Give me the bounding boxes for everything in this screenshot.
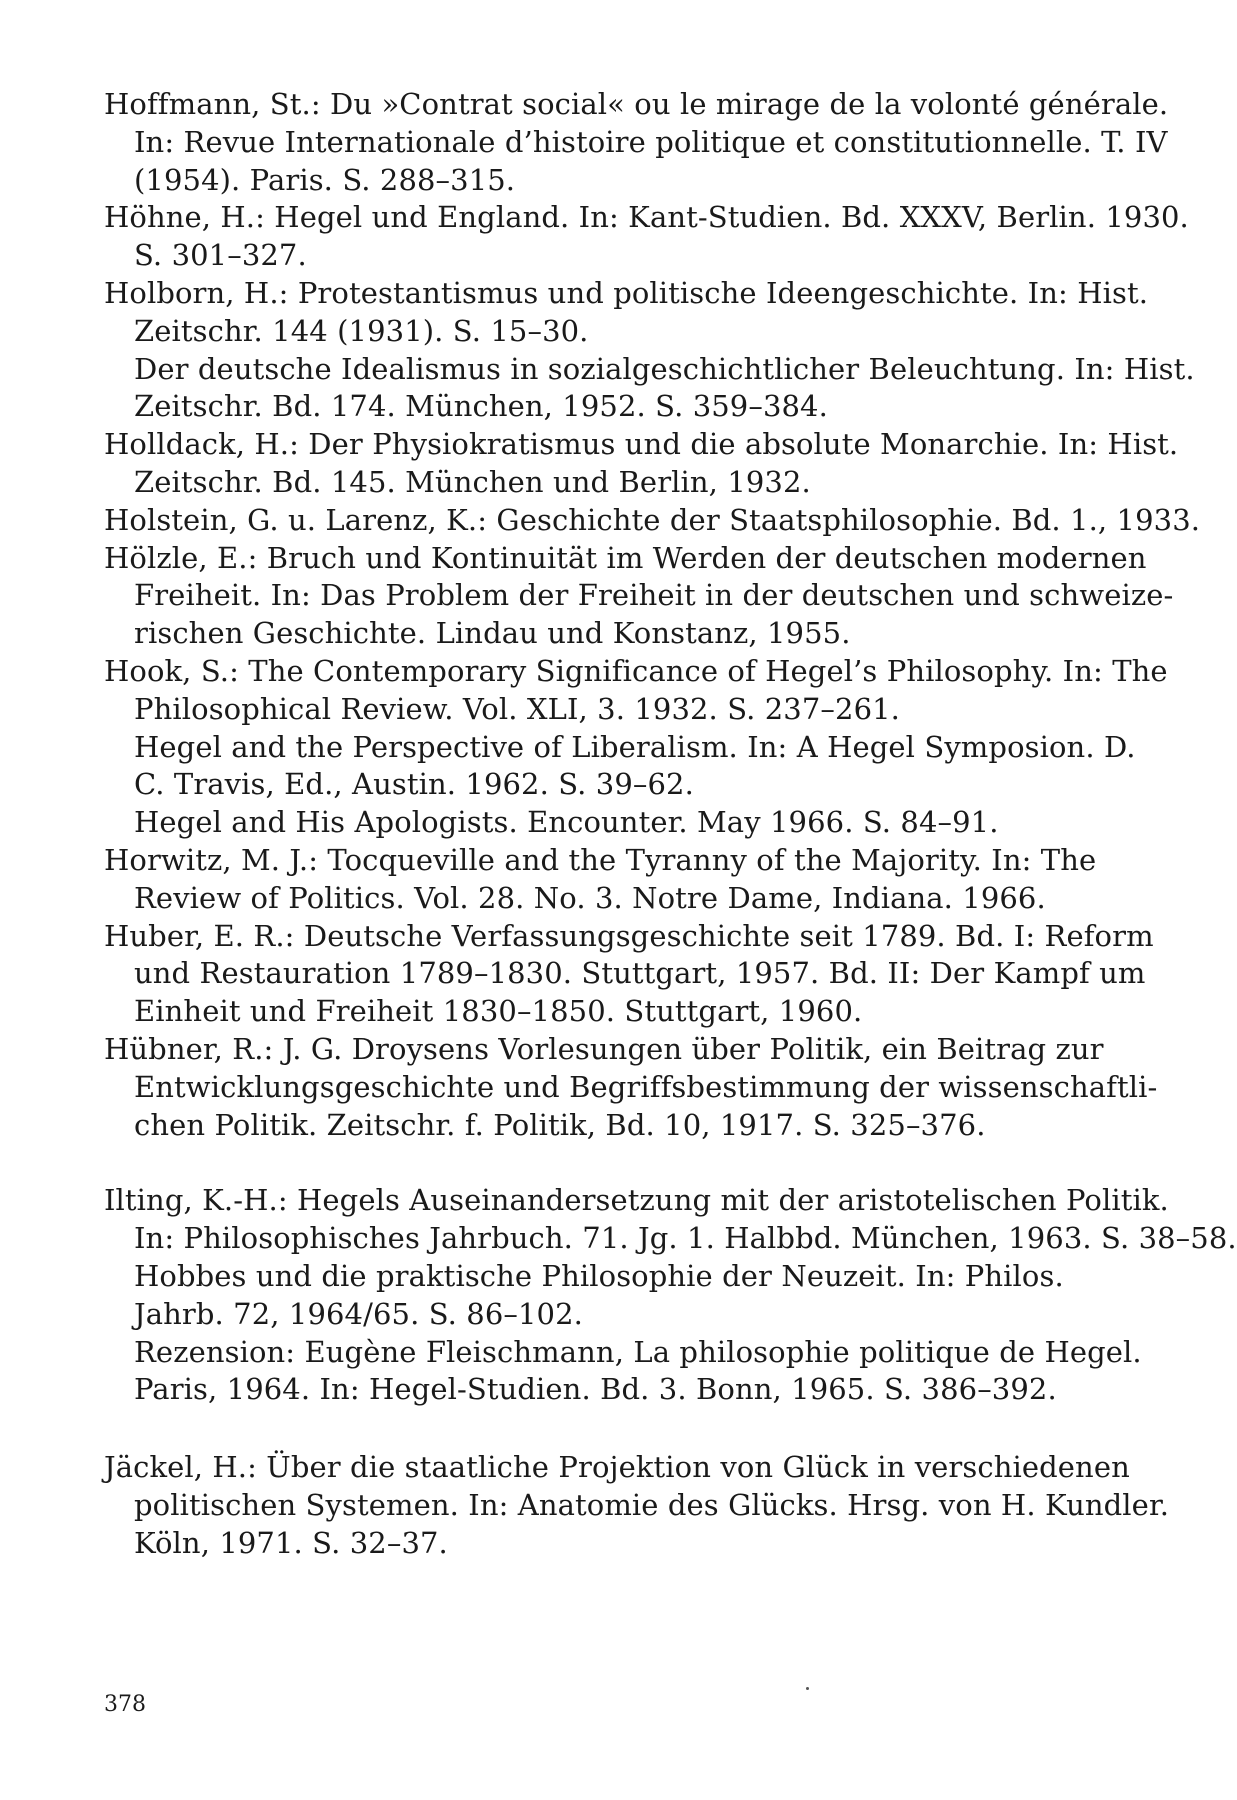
entry-line: S. 301–327.	[134, 238, 307, 273]
entry-line: Hegel and His Apologists. Encounter. May 1966. S. 84–91.	[134, 805, 999, 840]
entry-line: Holstein, G. u. Larenz, K.: Geschichte der Staatsphilosophie. Bd. 1., 1933.	[104, 502, 1201, 537]
bibliography-entry	[104, 540, 1174, 653]
entry-line: Jahrb. 72, 1964/65. S. 86–102.	[134, 1296, 583, 1331]
entry-line: Rezension: Eugène Fleischmann, La philosophie politique de Hegel.	[134, 1334, 1142, 1369]
bibliography-entry	[104, 502, 1201, 540]
page-number: 378	[104, 1692, 146, 1717]
entry-line: Review of Politics. Vol. 28. No. 3. Notre Dame, Indiana. 1966.	[134, 880, 1046, 915]
entry-line: Hölzle, E.: Bruch und Kontinuität im Werden der deutschen modernen	[104, 540, 1147, 575]
bibliography-entry	[104, 275, 1195, 426]
entry-line: Huber, E. R.: Deutsche Verfassungsgeschichte seit 1789. Bd. I: Reform	[104, 918, 1154, 953]
entry-line: Ilting, K.-H.: Hegels Auseinandersetzung mit der aristotelischen Politik.	[104, 1183, 1169, 1218]
entry-line: Holldack, H.: Der Physiokratismus und die absolute Monarchie. In: Hist.	[104, 427, 1179, 462]
bibliography-entry	[104, 86, 1169, 199]
entry-line: Freiheit. In: Das Problem der Freiheit in der deutschen und schweize-	[134, 578, 1174, 613]
entry-line: und Restauration 1789–1830. Stuttgart, 1957. Bd. II: Der Kampf um	[134, 956, 1146, 991]
entry-line: Köln, 1971. S. 32–37.	[134, 1525, 448, 1560]
entry-line: Philosophical Review. Vol. XLI, 3. 1932. S. 237–261.	[134, 691, 900, 726]
entry-line: Hübner, R.: J. G. Droysens Vorlesungen über Politik, ein Beitrag zur	[104, 1031, 1104, 1066]
bibliography-entry	[104, 842, 1097, 918]
entry-line: Hoffmann, St.: Du »Contrat social« ou le mirage de la volonté générale.	[104, 87, 1169, 121]
entry-line: Der deutsche Idealismus in sozialgeschichtlicher Beleuchtung. In: Hist.	[134, 351, 1195, 386]
entry-line: In: Revue Internationale d’histoire politique et constitutionnelle. T. IV	[134, 124, 1168, 159]
entry-line: Hook, S.: The Contemporary Significance of Hegel’s Philosophy. In: The	[104, 653, 1168, 688]
bibliography-entry	[104, 426, 1179, 502]
entry-line: (1954). Paris. S. 288–315.	[134, 162, 516, 197]
entry-line: politischen Systemen. In: Anatomie des Glücks. Hrsg. von H. Kundler.	[134, 1487, 1170, 1522]
entry-line: Hobbes und die praktische Philosophie der Neuzeit. In: Philos.	[134, 1258, 1064, 1293]
section-gap	[104, 1144, 1086, 1182]
entry-line: Hegel and the Perspective of Liberalism. In: A Hegel Symposion. D.	[134, 729, 1136, 764]
section-gap	[104, 1409, 1086, 1449]
print-speck	[806, 1687, 809, 1690]
bibliography-entry	[104, 653, 1168, 842]
entry-line: Horwitz, M. J.: Tocqueville and the Tyranny of the Majority. In: The	[104, 842, 1097, 877]
entry-line: Holborn, H.: Protestantismus und politische Ideengeschichte. In: Hist.	[104, 275, 1149, 310]
entry-line: Einheit und Freiheit 1830–1850. Stuttgart, 1960.	[134, 994, 863, 1029]
bibliography-page	[104, 86, 1237, 1562]
entry-line: Zeitschr. Bd. 145. München und Berlin, 1932.	[134, 464, 811, 499]
entry-line: In: Philosophisches Jahrbuch. 71. Jg. 1. Halbbd. München, 1963. S. 38–58.	[134, 1221, 1237, 1256]
entry-line: rischen Geschichte. Lindau und Konstanz, 1955.	[134, 616, 851, 651]
bibliography-entry	[104, 918, 1154, 1031]
bibliography-entry	[104, 1031, 1158, 1144]
entry-line: Zeitschr. 144 (1931). S. 15–30.	[134, 313, 589, 348]
bibliography-entry	[104, 1449, 1170, 1562]
entry-line: Entwicklungsgeschichte und Begriffsbestimmung der wissenschaftli-	[134, 1069, 1158, 1104]
entry-line: chen Politik. Zeitschr. f. Politik, Bd. 10, 1917. S. 325–376.	[134, 1107, 986, 1142]
entry-line: Paris, 1964. In: Hegel-Studien. Bd. 3. Bonn, 1965. S. 386–392.	[134, 1372, 1057, 1407]
entry-line: C. Travis, Ed., Austin. 1962. S. 39–62.	[134, 767, 694, 802]
entry-line: Zeitschr. Bd. 174. München, 1952. S. 359–384.	[134, 389, 828, 424]
bibliography-entry	[104, 199, 1189, 275]
entry-line: Höhne, H.: Hegel und England. In: Kant-Studien. Bd. XXXV, Berlin. 1930.	[104, 200, 1189, 235]
bibliography-entry	[104, 1182, 1237, 1409]
entry-line: Jäckel, H.: Über die staatliche Projektion von Glück in verschiedenen	[104, 1450, 1130, 1485]
